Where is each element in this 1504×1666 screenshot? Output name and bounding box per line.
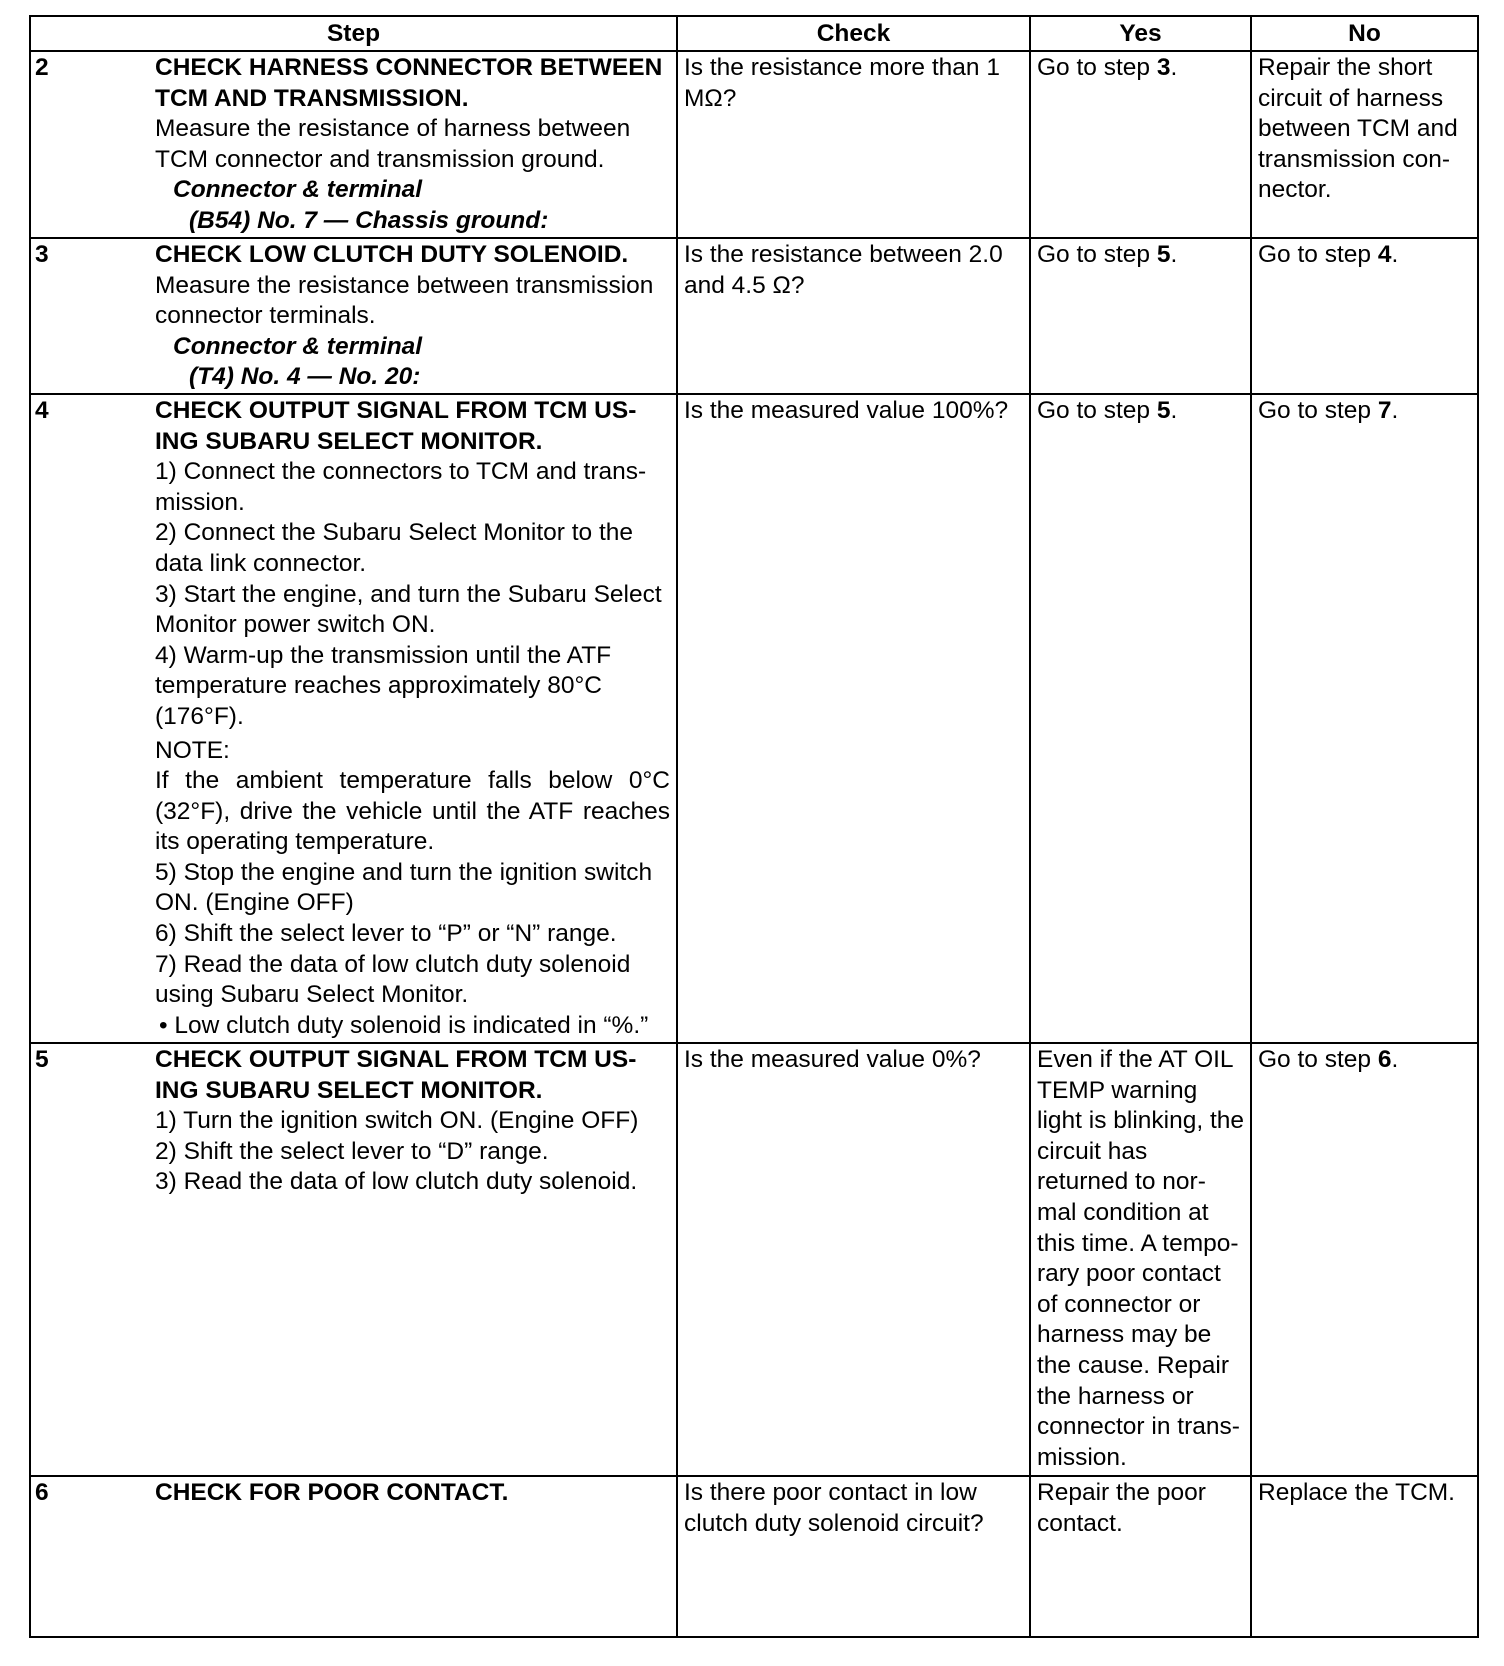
check-cell: Is the measured value 100%? (677, 394, 1030, 1043)
connector-label: Connector & terminal (173, 176, 423, 204)
step-cell (30, 238, 677, 394)
check-cell: Is there poor contact in low clutch duty solenoid circuit? (677, 1476, 1030, 1637)
note-text: If the ambient temperature falls below 0°C (32°F), drive the vehicle until the ATF reaches its operating temperature. (155, 767, 670, 856)
step-title: CHECK OUTPUT SIGNAL FROM TCM US-ING SUBARU SELECT MONITOR. (155, 1045, 637, 1104)
step-cell (30, 51, 677, 238)
bullet-item: • Low clutch duty solenoid is indicated in “%.” (159, 1011, 649, 1039)
yes-text: Go to step (1037, 54, 1157, 81)
connector-label: Connector & terminal (173, 332, 423, 360)
no-cell: Replace the TCM. (1251, 1476, 1478, 1637)
yes-step-ref: 5 (1156, 396, 1171, 424)
check-cell: Is the resistance between 2.0 and 4.5 Ω? (677, 238, 1030, 394)
header-step: Step (30, 16, 677, 51)
step-number: 5 (35, 1045, 49, 1073)
yes-end: . (1170, 396, 1178, 424)
no-step-ref: 7 (1377, 396, 1392, 424)
connector-value: (B54) No. 7 — Chassis ground: (189, 206, 549, 234)
connector-value: (T4) No. 4 — No. 20: (189, 363, 421, 391)
step-title: CHECK FOR POOR CONTACT. (155, 1478, 509, 1506)
table-row (30, 1476, 1478, 1637)
step-cell (30, 1476, 677, 1637)
step-title: CHECK LOW CLUTCH DUTY SOLENOID. (155, 241, 629, 268)
step-description: Measure the resistance between transmission connector terminals. (155, 271, 654, 330)
header-row (30, 16, 1478, 51)
header-check: Check (677, 16, 1030, 51)
no-end: . (1391, 396, 1399, 424)
yes-cell (1030, 51, 1251, 238)
no-text: Go to step (1258, 241, 1378, 268)
procedure-step: 4) Warm-up the transmission until the ATF temperature reaches approximately 80°C (176°F). (155, 641, 612, 730)
step-title: CHECK OUTPUT SIGNAL FROM TCM US-ING SUBARU SELECT MONITOR. (155, 396, 637, 455)
yes-cell: Repair the poor contact. (1030, 1476, 1251, 1637)
check-cell: Is the measured value 0%? (677, 1043, 1030, 1476)
step-number: 3 (35, 241, 49, 268)
yes-end: . (1170, 54, 1178, 81)
procedure-step: 3) Start the engine, and turn the Subaru Select Monitor power switch ON. (155, 580, 662, 639)
check-cell: Is the resistance more than 1 MΩ? (677, 51, 1030, 238)
diagnostic-table (29, 15, 1479, 1638)
procedure-step: 3) Read the data of low clutch duty solenoid. (155, 1168, 638, 1196)
no-text: Go to step (1258, 396, 1378, 424)
table-row (30, 394, 1478, 1043)
table-row (30, 238, 1478, 394)
no-cell (1251, 394, 1478, 1043)
yes-text: Go to step (1037, 396, 1157, 424)
procedure-step: 1) Connect the connectors to TCM and trans-mission. (155, 458, 647, 516)
step-number: 6 (35, 1478, 49, 1506)
no-text: Go to step (1258, 1045, 1378, 1073)
note-label: NOTE: (155, 736, 230, 764)
step-number: 2 (35, 54, 49, 81)
procedure-step: 2) Shift the select lever to “D” range. (155, 1137, 549, 1165)
no-cell (1251, 1043, 1478, 1476)
no-end: . (1391, 1045, 1399, 1073)
step-cell (30, 394, 677, 1043)
step-description: Measure the resistance of harness between TCM connector and transmission ground. (155, 115, 631, 173)
yes-cell (1030, 394, 1251, 1043)
step-number: 4 (35, 396, 49, 424)
header-no: No (1251, 16, 1478, 51)
no-step-ref: 6 (1377, 1045, 1392, 1073)
yes-cell: Even if the AT OIL TEMP warning light is blinking, the circuit has returned to nor-mal condition at this time. A tempo-rary poor contact of connector or harness may be the cause. Repair the harness or connector in trans-mission. (1030, 1043, 1251, 1476)
yes-step-ref: 3 (1156, 54, 1171, 81)
yes-end: . (1170, 241, 1178, 268)
step-cell (30, 1043, 677, 1476)
no-end: . (1391, 241, 1399, 268)
procedure-step: 6) Shift the select lever to “P” or “N” range. (155, 920, 617, 948)
table-row (30, 1043, 1478, 1476)
yes-text: Go to step (1037, 241, 1157, 268)
step-title: CHECK HARNESS CONNECTOR BETWEEN TCM AND TRANSMISSION. (155, 54, 663, 112)
yes-cell (1030, 238, 1251, 394)
procedure-step: 5) Stop the engine and turn the ignition switch ON. (Engine OFF) (155, 858, 653, 917)
header-yes: Yes (1030, 16, 1251, 51)
yes-step-ref: 5 (1156, 241, 1171, 268)
procedure-step: 2) Connect the Subaru Select Monitor to the data link connector. (155, 519, 634, 577)
procedure-step: 1) Turn the ignition switch ON. (Engine OFF) (155, 1107, 639, 1135)
no-step-ref: 4 (1377, 241, 1392, 268)
no-cell: Repair the short circuit of harness between TCM and transmission con-nector. (1251, 51, 1478, 238)
table-row (30, 51, 1478, 238)
procedure-step: 7) Read the data of low clutch duty solenoid using Subaru Select Monitor. (155, 950, 631, 1009)
no-cell (1251, 238, 1478, 394)
